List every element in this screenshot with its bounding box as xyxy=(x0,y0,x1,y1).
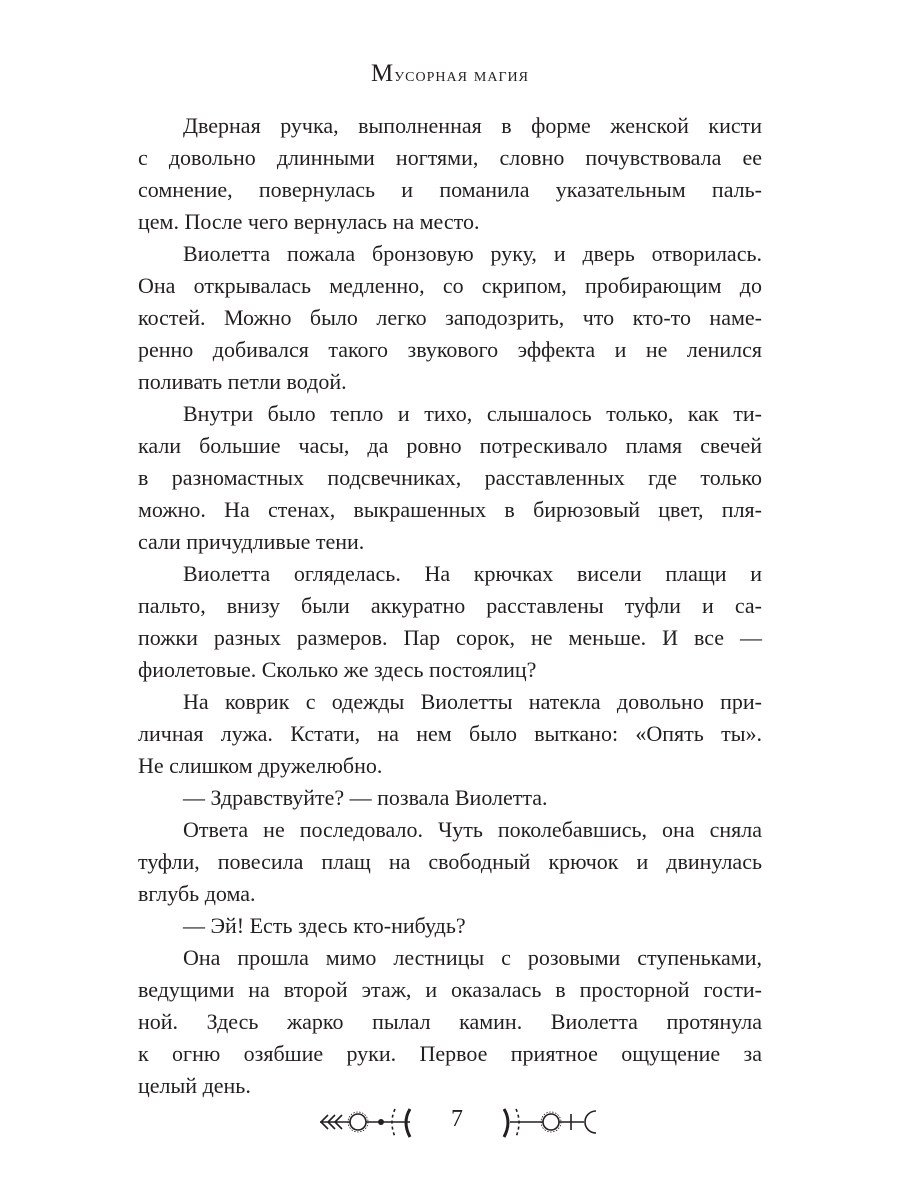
text-line: личная лужа. Кстати, на нем было выткано: «Опять ты». xyxy=(138,721,762,746)
text-line: с довольно длинными ногтями, словно почувствовала ее xyxy=(138,145,762,170)
running-head-initial: М xyxy=(370,60,395,87)
moon-circle-ornament-icon xyxy=(500,1100,600,1144)
paragraph xyxy=(138,910,762,942)
text-line: пальто, внизу были аккуратно расставлены туфли и са- xyxy=(138,593,762,618)
text-line: кали большие часы, да ровно потрескивало пламя свечей xyxy=(138,433,762,458)
text-line: целый день. xyxy=(138,1073,251,1098)
text-line: ведущими на второй этаж, и оказалась в просторной гости- xyxy=(138,977,762,1002)
text-line: к огню озябшие руки. Первое приятное ощущение за xyxy=(138,1041,762,1066)
page-number: 7 xyxy=(451,1106,463,1132)
text-line: цем. После чего вернулась на место. xyxy=(138,209,480,234)
paragraph xyxy=(138,814,762,910)
paragraph xyxy=(138,942,762,1102)
page-footer xyxy=(0,1100,900,1144)
paragraph xyxy=(138,110,762,238)
text-line: Она прошла мимо лестницы с розовыми ступеньками, xyxy=(183,945,762,970)
text-line: пожки разных размеров. Пар сорок, не меньше. И все — xyxy=(138,625,762,650)
text-line: можно. На стенах, выкрашенных в бирюзовый цвет, пля- xyxy=(138,497,762,522)
text-line: Внутри было тепло и тихо, слышалось только, как ти- xyxy=(183,401,762,426)
text-line: Виолетта огляделась. На крючках висели плащи и xyxy=(183,561,762,586)
text-line: — Эй! Есть здесь кто-нибудь? xyxy=(183,913,466,938)
text-line: поливать петли водой. xyxy=(138,369,347,394)
paragraph xyxy=(138,686,762,782)
text-line: Виолетта пожала бронзовую руку, и дверь отворилась. xyxy=(183,241,762,266)
running-head xyxy=(0,60,900,88)
text-line: Не слишком дружелюбно. xyxy=(138,753,383,778)
running-head-title: усорная магия xyxy=(394,64,530,86)
text-line: ренно добивался такого звукового эффекта и не ленился xyxy=(138,337,762,362)
text-line: фиолетовые. Сколько же здесь постоялиц? xyxy=(138,657,537,682)
text-line: ной. Здесь жарко пылал камин. Виолетта протянула xyxy=(138,1009,762,1034)
text-line: Ответа не последовало. Чуть поколебавшись, она сняла xyxy=(183,817,762,842)
paragraph xyxy=(138,782,762,814)
paragraph xyxy=(138,398,762,558)
text-line: — Здравствуйте? — позвала Виолетта. xyxy=(183,785,548,810)
arrow-circle-ornament-icon xyxy=(318,1100,418,1144)
text-line: Она открывалась медленно, со скрипом, пробирающим до xyxy=(138,273,762,298)
text-line: туфли, повесила плащ на свободный крючок и двинулась xyxy=(138,849,762,874)
text-line: На коврик с одежды Виолетты натекла довольно при- xyxy=(183,689,762,714)
text-line: костей. Можно было легко заподозрить, что кто-то наме- xyxy=(138,305,762,330)
text-line: вглубь дома. xyxy=(138,881,256,906)
text-line: в разномастных подсвечниках, расставленных где только xyxy=(138,465,762,490)
text-line: сали причудливые тени. xyxy=(138,529,365,554)
paragraph xyxy=(138,558,762,686)
text-line: сомнение, повернулась и поманила указательным паль- xyxy=(138,177,762,202)
body-text xyxy=(138,110,762,1102)
text-line: Дверная ручка, выполненная в форме женской кисти xyxy=(183,113,762,138)
paragraph xyxy=(138,238,762,398)
